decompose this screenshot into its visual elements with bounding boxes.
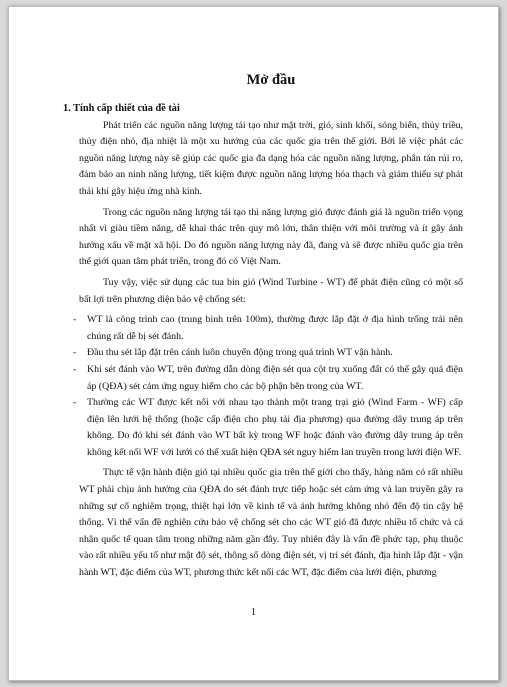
bullet-list [79, 312, 463, 461]
list-item: - Khi sét đánh vào WT, trên đường dẫn dòng điện sét qua cột trụ xuống đất có thể gây quá điện áp (QĐA) sét cảm ứng nguy hiểm cho các bộ phận bên trong của WT. [79, 362, 463, 395]
paragraph-3: Tuy vậy, việc sử dụng các tua bin gió (Wind Turbine - WT) để phát điện cũng có một số bất lợi trên phương diện bảo vệ chống sét: [79, 276, 463, 305]
paragraph-4: Thực tế vận hành điện gió tại nhiều quốc gia trên thế giới cho thấy, hàng năm có rất nhiều WT phải chịu ảnh hưởng của QĐA do sét đánh trực tiếp hoặc sét cảm ứng và lan truyền gây ra những sự cố nghiêm trọng, thiệt hại lớn về kinh tế và ảnh hưởng không nhỏ đến độ tin cậy hệ thống. Vì thế vấn đề nghiên cứu bảo vệ chống sét cho các WT gió đã được nhiều tổ chức và cá nhân quốc tế quan tâm trong những năm gần đây. Tuy nhiên đây là vấn đề phức tạp, phụ thuộc vào rất nhiều yếu tố như mật độ sét, thông số dòng điện sét, vị trí sét đánh, địa hình lắp đặt - vận hành WT, đặc điểm của WT, phương thức kết nối các WT, đặc điểm của lưới điện, phương [79, 467, 463, 579]
page-title: Mở đầu [246, 72, 296, 88]
section-heading: 1. Tính cấp thiết của đề tài [63, 103, 180, 114]
page-number: 1 [251, 607, 256, 618]
page-content [63, 71, 463, 586]
list-item: - Đầu thu sét lắp đặt trên cánh luôn chuyển động trong quá trình WT vận hành. [79, 345, 463, 362]
paragraph-2: Trong các nguồn năng lượng tái tạo thì năng lượng gió được đánh giá là nguồn triển vọng nhất vì giàu tiềm năng, dễ khai thác trên quy mô lớn, thân thiện với môi trường và ít gây ảnh hưởng xấu về mặt xã hội. Do đó nguồn năng lượng này đã, đang và sẽ được nhiều quốc gia trên thế giới quan tâm phát triển, trong đó có Việt Nam. [79, 206, 463, 268]
paragraph-1: Phát triển các nguồn năng lượng tái tạo như mặt trời, gió, sinh khối, sóng biển, thủy triều, thủy điện nhỏ, địa nhiệt là một xu hướng của các quốc gia trên thế giới. Bởi lẽ việc phát các nguồn năng lượng này sẽ giúp các quốc gia đa dạng hóa các nguồn năng lượng, phân tán rủi ro, đảm bảo an ninh năng lượng, tiết kiệm được nguồn năng lượng hóa thạch và giảm thiểu sự phát thải khí gây hiệu ứng nhà kính. [79, 119, 463, 197]
document-page [8, 6, 499, 681]
list-item: - Thường các WT được kết nối với nhau tạo thành một trang trại gió (Wind Farm - WF) cấp điện lên lưới hệ thống (hoặc cấp điện cho phụ tải địa phương) qua đường dây trung áp trên không. Do đó khi sét đánh vào WT bất kỳ trong WF hoặc đánh vào đường dây trung áp trên không kết nối WF với lưới có thể xuất hiện QĐA sét nguy hiểm lan truyền trong lưới điện WF. [79, 395, 463, 461]
list-item: - WT là công trình cao (trung bình trên 100m), thường được lắp đặt ở địa hình trống trải nên chúng rất dễ bị sét đánh. [79, 312, 463, 345]
